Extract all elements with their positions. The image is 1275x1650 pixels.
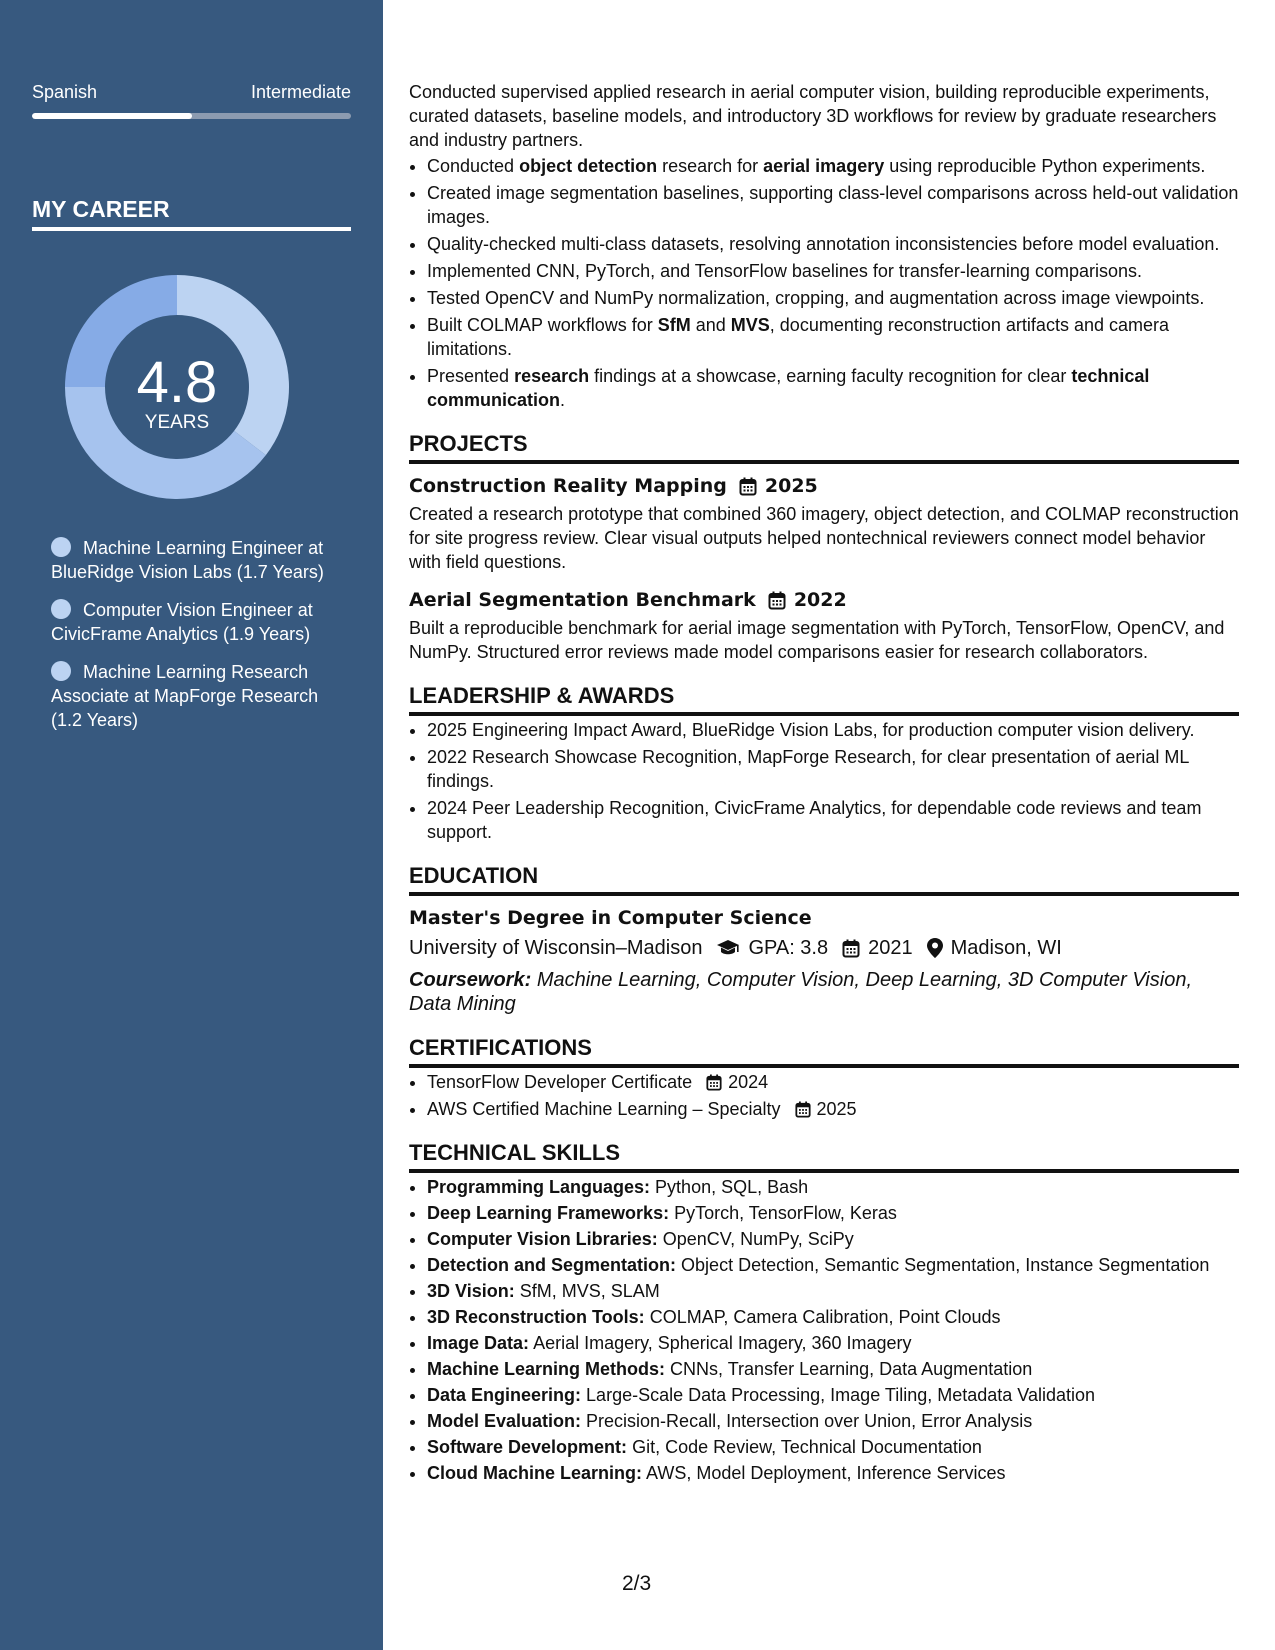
career-item-text: Computer Vision Engineer at CivicFrame Analytics (1.9 Years) bbox=[51, 600, 313, 644]
coursework-list: Machine Learning, Computer Vision, Deep Learning, 3D Computer Vision, Data Mining bbox=[409, 969, 1192, 1015]
experience-bullets bbox=[409, 154, 1239, 412]
career-dot-icon bbox=[51, 599, 71, 619]
career-item bbox=[51, 598, 336, 646]
experience-intro: Conducted supervised applied research in aerial computer vision, building reproducible experiments, curated datasets, baseline models, and introductory 3D workflows for review by graduate researchers and industry partners. bbox=[409, 82, 1217, 150]
calendar-icon bbox=[842, 939, 860, 958]
projects-list bbox=[409, 474, 1239, 664]
skill-item bbox=[427, 1357, 1239, 1381]
graduation-cap-icon bbox=[716, 939, 740, 957]
calendar-icon bbox=[706, 1074, 722, 1091]
sidebar bbox=[0, 0, 383, 1650]
main-content bbox=[409, 80, 1239, 1487]
skill-label: 3D Vision: bbox=[427, 1281, 515, 1301]
bullet-text: findings at a showcase, earning faculty recognition for clear bbox=[589, 366, 1072, 386]
skill-item bbox=[427, 1201, 1239, 1225]
skill-value: AWS, Model Deployment, Inference Services bbox=[646, 1463, 1006, 1483]
skill-value: SfM, MVS, SLAM bbox=[519, 1281, 660, 1301]
certification-name: • TensorFlow Developer Certificate bbox=[427, 1072, 693, 1092]
bullet-bold-text: object detection bbox=[519, 156, 658, 176]
language-name: Spanish bbox=[32, 82, 98, 102]
skills-list bbox=[409, 1175, 1239, 1485]
bullet-bold-text: aerial imagery bbox=[763, 156, 885, 176]
career-item-text: Machine Learning Research Associate at MapForge Research (1.2 Years) bbox=[51, 662, 319, 730]
school-name: University of Wisconsin–Madison bbox=[409, 937, 703, 959]
calendar-icon bbox=[739, 477, 757, 496]
degree-title: Master's Degree in Computer Science bbox=[409, 907, 812, 929]
career-list bbox=[51, 536, 336, 746]
skill-item bbox=[427, 1461, 1239, 1485]
project-description: Built a reproducible benchmark for aerial image segmentation with PyTorch, TensorFlow, OpenCV, and NumPy. Structured error reviews made model comparisons easier for research collaborators. bbox=[409, 618, 1225, 662]
bullet-text: research for bbox=[657, 156, 764, 176]
skill-label: Detection and Segmentation: bbox=[427, 1255, 677, 1275]
bullet-text: Built COLMAP workflows for bbox=[427, 315, 658, 335]
bullet-text: using reproducible Python experiments. bbox=[884, 156, 1206, 176]
bullet-text: Quality-checked multi-class datasets, resolving annotation inconsistencies before model evaluation. bbox=[427, 234, 1220, 254]
education-location: Madison, WI bbox=[950, 937, 1062, 959]
career-item bbox=[51, 536, 336, 584]
project-year: 2022 bbox=[793, 589, 847, 611]
skill-item bbox=[427, 1331, 1239, 1355]
project-name: Construction Reality Mapping bbox=[409, 475, 727, 497]
education-details bbox=[409, 936, 1239, 960]
career-dot-icon bbox=[51, 661, 71, 681]
total-years-value: 4.8 bbox=[136, 350, 218, 415]
language-level: Intermediate bbox=[250, 82, 351, 102]
project-header bbox=[409, 474, 1239, 498]
skill-value: Object Detection, Semantic Segmentation, Instance Segmentation bbox=[681, 1255, 1210, 1275]
skill-label: Programming Languages: bbox=[427, 1177, 651, 1197]
skill-label: Computer Vision Libraries: bbox=[427, 1229, 658, 1249]
experience-bullet bbox=[427, 313, 1239, 361]
skill-label: Cloud Machine Learning: bbox=[427, 1463, 643, 1483]
skill-value: Python, SQL, Bash bbox=[655, 1177, 809, 1197]
bullet-text: Implemented CNN, PyTorch, and TensorFlow baselines for transfer-learning comparisons. bbox=[427, 261, 1142, 281]
experience-bullet bbox=[427, 181, 1239, 229]
bullet-text: and bbox=[690, 315, 731, 335]
awards-list bbox=[409, 718, 1239, 844]
experience-bullet bbox=[427, 364, 1239, 412]
skills-heading: TECHNICAL SKILLS bbox=[409, 1141, 1239, 1173]
education-heading: EDUCATION bbox=[409, 864, 1239, 896]
skill-item bbox=[427, 1383, 1239, 1407]
skill-item bbox=[427, 1253, 1239, 1277]
calendar-icon bbox=[768, 591, 786, 610]
career-years-donut bbox=[62, 272, 292, 502]
language-row bbox=[32, 82, 351, 103]
bullet-bold-text: research bbox=[514, 366, 590, 386]
skill-item bbox=[427, 1175, 1239, 1199]
certification-year: 2024 bbox=[728, 1072, 769, 1092]
bullet-text: Conducted bbox=[427, 156, 520, 176]
skill-value: PyTorch, TensorFlow, Keras bbox=[674, 1203, 897, 1223]
skill-item bbox=[427, 1435, 1239, 1459]
skill-value: OpenCV, NumPy, SciPy bbox=[662, 1229, 854, 1249]
project-header bbox=[409, 588, 1239, 612]
skill-label: 3D Reconstruction Tools: bbox=[427, 1307, 645, 1327]
experience-bullet bbox=[427, 232, 1239, 256]
experience-bullet bbox=[427, 154, 1239, 178]
language-progress-bar bbox=[32, 113, 351, 119]
certifications-list bbox=[409, 1070, 1239, 1121]
skill-label: Deep Learning Frameworks: bbox=[427, 1203, 670, 1223]
career-item bbox=[51, 660, 336, 732]
skill-value: CNNs, Transfer Learning, Data Augmentation bbox=[670, 1359, 1033, 1379]
bullet-text: Tested OpenCV and NumPy normalization, cropping, and augmentation across image viewpoints. bbox=[427, 288, 1205, 308]
career-item-text: Machine Learning Engineer at BlueRidge Vision Labs (1.7 Years) bbox=[51, 538, 324, 582]
education-year: 2021 bbox=[868, 937, 913, 959]
skill-item bbox=[427, 1227, 1239, 1251]
bullet-text: , documenting reconstruction artifacts and camera limitations. bbox=[427, 315, 1169, 359]
skill-label: Model Evaluation: bbox=[427, 1411, 582, 1431]
bullet-bold-text: technical communication bbox=[427, 366, 1150, 410]
project-year: 2025 bbox=[764, 475, 818, 497]
experience-bullet bbox=[427, 259, 1239, 283]
skill-value: Git, Code Review, Technical Documentation bbox=[632, 1437, 982, 1457]
page-number: 2/3 bbox=[622, 1572, 652, 1595]
bullet-text: . bbox=[560, 390, 566, 410]
bullet-text: Presented bbox=[427, 366, 515, 386]
skill-label: Data Engineering: bbox=[427, 1385, 582, 1405]
gpa: GPA: 3.8 bbox=[748, 937, 829, 959]
project-entry bbox=[409, 474, 1239, 574]
certification-item bbox=[427, 1097, 1239, 1121]
projects-heading: PROJECTS bbox=[409, 432, 1239, 464]
skill-label: Image Data: bbox=[427, 1333, 530, 1353]
skill-value: Precision-Recall, Intersection over Union, Error Analysis bbox=[586, 1411, 1033, 1431]
certification-item bbox=[427, 1070, 1239, 1094]
skill-value: COLMAP, Camera Calibration, Point Clouds bbox=[649, 1307, 1001, 1327]
award-item: • 2025 Engineering Impact Award, BlueRidge Vision Labs, for production computer vision delivery. bbox=[427, 718, 1239, 742]
certification-name: • AWS Certified Machine Learning – Specialty bbox=[427, 1099, 781, 1119]
bullet-text: Created image segmentation baselines, supporting class-level comparisons across held-out validation images. bbox=[427, 183, 1239, 227]
language-progress-fill bbox=[32, 113, 192, 119]
skill-label: Software Development: bbox=[427, 1437, 628, 1457]
awards-heading: LEADERSHIP & AWARDS bbox=[409, 684, 1239, 716]
project-name: Aerial Segmentation Benchmark bbox=[409, 589, 756, 611]
skill-value: Aerial Imagery, Spherical Imagery, 360 Imagery bbox=[533, 1333, 912, 1353]
skill-item bbox=[427, 1305, 1239, 1329]
bullet-bold-text: MVS bbox=[730, 315, 770, 335]
calendar-icon bbox=[795, 1101, 811, 1118]
coursework-label: Coursework: bbox=[409, 969, 532, 991]
project-entry bbox=[409, 588, 1239, 664]
project-description: Created a research prototype that combined 360 imagery, object detection, and COLMAP reconstruction for site progress review. Clear visual outputs helped nontechnical reviewers connect model behavior with field questions. bbox=[409, 504, 1239, 572]
certifications-heading: CERTIFICATIONS bbox=[409, 1036, 1239, 1068]
certification-year: 2025 bbox=[816, 1099, 857, 1119]
career-dot-icon bbox=[51, 537, 71, 557]
skill-item bbox=[427, 1279, 1239, 1303]
award-item: • 2024 Peer Leadership Recognition, CivicFrame Analytics, for dependable code reviews and team support. bbox=[427, 796, 1239, 844]
skill-value: Large-Scale Data Processing, Image Tiling, Metadata Validation bbox=[586, 1385, 1095, 1405]
experience-bullet bbox=[427, 286, 1239, 310]
skill-item bbox=[427, 1409, 1239, 1433]
award-item: • 2022 Research Showcase Recognition, MapForge Research, for clear presentation of aerial ML findings. bbox=[427, 745, 1239, 793]
location-pin-icon bbox=[927, 938, 943, 958]
bullet-bold-text: SfM bbox=[657, 315, 691, 335]
career-heading: MY CAREER bbox=[32, 196, 351, 231]
coursework bbox=[409, 968, 1239, 1016]
years-label: YEARS bbox=[144, 412, 210, 433]
skill-label: Machine Learning Methods: bbox=[427, 1359, 666, 1379]
